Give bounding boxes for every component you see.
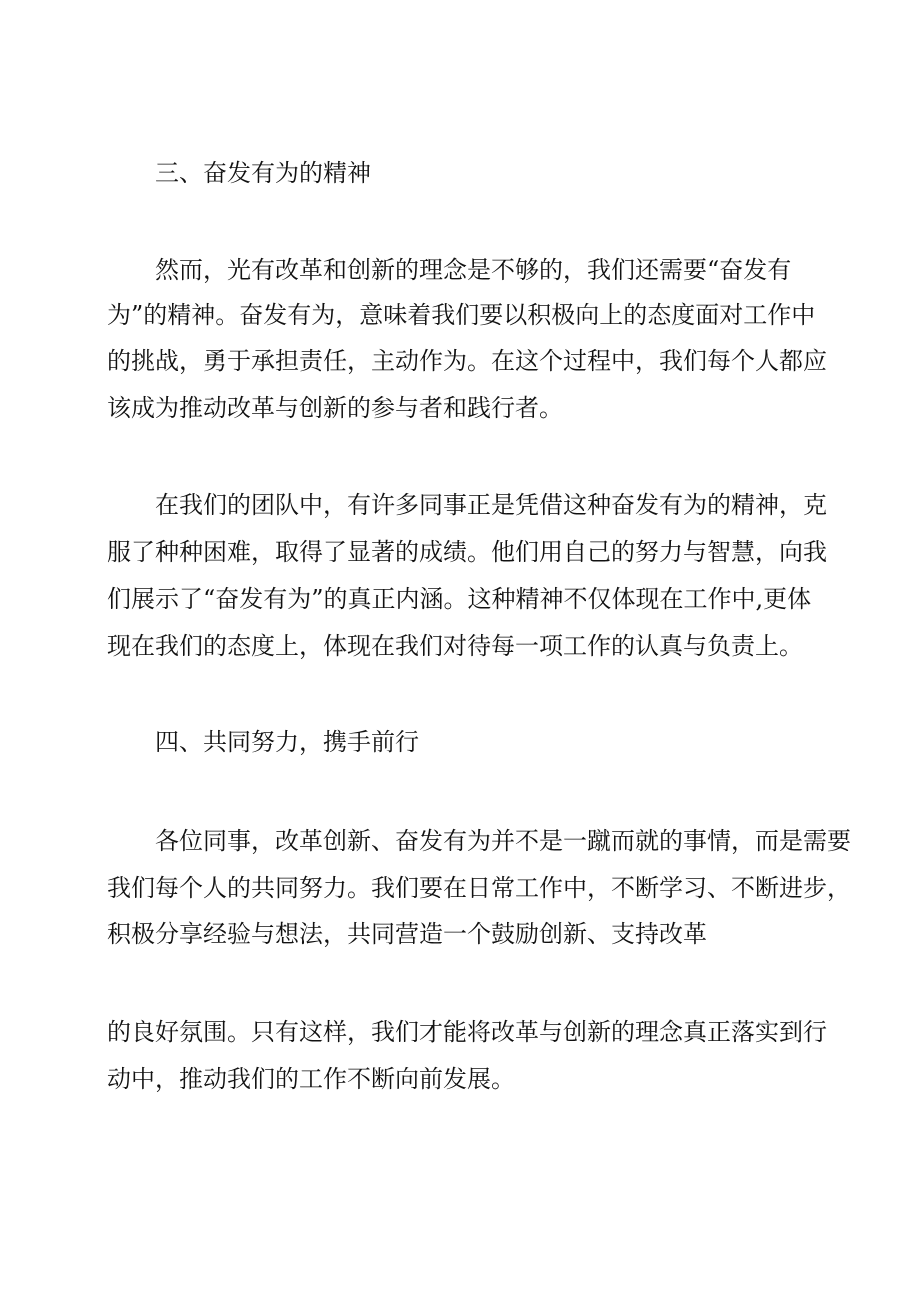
paragraph-line: 服了种种困难，取得了显著的成绩。他们用自己的努力与智慧，向我 xyxy=(107,538,827,566)
paragraph-line: 现在我们的态度上，体现在我们对待每一项工作的认真与负责上。 xyxy=(107,632,803,660)
paragraph-line: 积极分享经验与想法，共同营造一个鼓励创新、支持改革 xyxy=(107,920,707,948)
paragraph-line: 该成为推动改革与创新的参与者和践行者。 xyxy=(107,394,563,422)
paragraph-line: 动中，推动我们的工作不断向前发展。 xyxy=(107,1065,515,1093)
paragraph-line: 为”的精神。奋发有为，意味着我们要以积极向上的态度面对工作中 xyxy=(107,301,816,329)
paragraph-line: 的良好氛围。只有这样，我们才能将改革与创新的理念真正落实到行 xyxy=(107,1018,827,1046)
paragraph-line: 在我们的团队中，有许多同事正是凭借这种奋发有为的精神，克 xyxy=(155,491,827,519)
paragraph-line: 然而，光有改革和创新的理念是不够的，我们还需要“奋发有 xyxy=(155,256,792,284)
paragraph-line: 我们每个人的共同努力。我们要在日常工作中，不断学习、不断进步， xyxy=(107,874,851,902)
section-heading-4: 四、共同努力，携手前行 xyxy=(155,728,419,756)
paragraph-line: 各位同事，改革创新、奋发有为并不是一蹴而就的事情，而是需要 xyxy=(155,827,851,855)
section-heading-3: 三、奋发有为的精神 xyxy=(155,159,371,187)
paragraph-line: 的挑战，勇于承担责任，主动作为。在这个过程中，我们每个人都应 xyxy=(107,347,827,375)
paragraph-line: 们展示了“奋发有为”的真正内涵。这种精神不仅体现在工作中,更体 xyxy=(107,585,812,613)
